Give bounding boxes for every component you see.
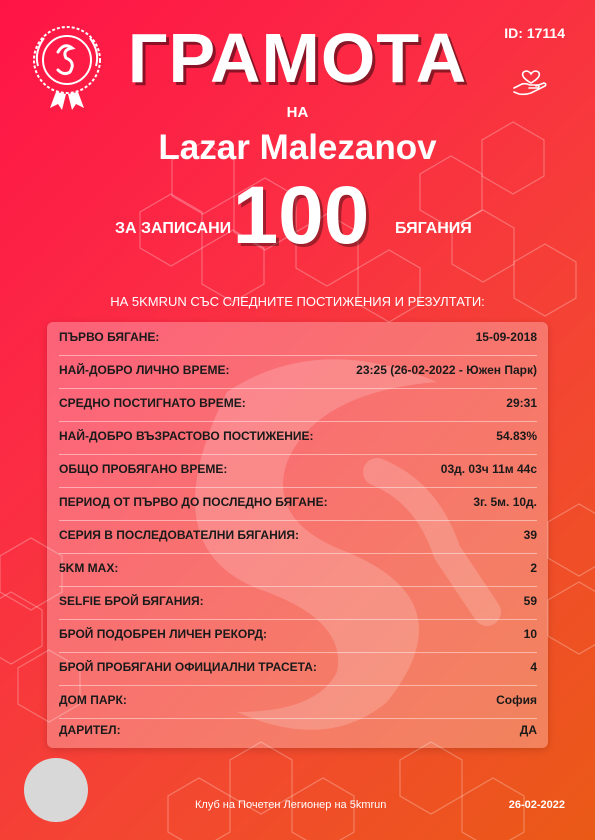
stat-row-donor: [59, 715, 537, 748]
for-label: ЗА ЗАПИСАНИ: [115, 220, 232, 237]
certificate-date: 26-02-2022: [508, 799, 565, 811]
stat-value: 29:31: [506, 396, 537, 410]
stat-label: ОБЩО ПРОБЯГАНО ВРЕМЕ:: [59, 462, 228, 476]
stat-row-period: [59, 487, 537, 521]
stat-label: СРЕДНО ПОСТИГНАТО ВРЕМЕ:: [59, 396, 246, 410]
stat-value: 23:25 (26-02-2022 - Южен Парк): [356, 363, 537, 377]
stat-row-streak: [59, 520, 537, 554]
stat-row-average-time: [59, 388, 537, 422]
stat-value: 03д. 03ч 11м 44с: [440, 462, 537, 476]
stat-value: ДА: [519, 723, 537, 737]
stat-label: ПЪРВО БЯГАНЕ:: [59, 330, 160, 344]
stat-value: 10: [523, 627, 537, 641]
stat-row-personal-best: [59, 355, 537, 389]
stat-row-total-time: [59, 454, 537, 488]
stat-value: 54.83%: [496, 429, 537, 443]
recipient-name: Lazar Malezanov: [158, 128, 437, 167]
stat-value: 3г. 5м. 10д.: [473, 495, 537, 509]
runs-label: БЯГАНИЯ: [395, 220, 472, 237]
stat-value: 4: [530, 660, 537, 674]
stats-panel: [47, 322, 548, 748]
stat-label: ДАРИТЕЛ:: [59, 723, 121, 737]
stat-value: 2: [530, 561, 537, 575]
club-footer: Клуб на Почетен Легионер на 5kmrun: [195, 799, 387, 811]
stat-label: НАЙ-ДОБРО ЛИЧНО ВРЕМЕ:: [59, 363, 230, 377]
runs-count: 100: [232, 170, 370, 261]
stat-label: БРОЙ ПОДОБРЕН ЛИЧЕН РЕКОРД:: [59, 627, 268, 641]
stat-label: SELFIE БРОЙ БЯГАНИЯ:: [59, 594, 204, 608]
stat-label: ДОМ ПАРК:: [59, 693, 127, 707]
achievements-intro: НА 5KMRUN СЪС СЛЕДНИТЕ ПОСТИЖЕНИЯ И РЕЗУЛТАТИ:: [110, 294, 485, 309]
stat-label: СЕРИЯ В ПОСЛЕДОВАТЕЛНИ БЯГАНИЯ:: [59, 528, 299, 542]
stat-row-home-park: [59, 685, 537, 719]
stat-value: 39: [523, 528, 537, 542]
stat-row-selfie-runs: [59, 586, 537, 620]
stat-row-pb-count: [59, 619, 537, 653]
stat-label: БРОЙ ПРОБЯГАНИ ОФИЦИАЛНИ ТРАСЕТА:: [59, 660, 317, 674]
stat-value: 15-09-2018: [475, 330, 537, 344]
certificate-title: ГРАМОТА: [127, 19, 468, 97]
stat-row-official-courses: [59, 652, 537, 686]
to-label: НА: [286, 104, 309, 121]
stat-row-5km-max: [59, 553, 537, 587]
stat-value: София: [496, 693, 537, 707]
stat-label: НАЙ-ДОБРО ВЪЗРАСТОВО ПОСТИЖЕНИЕ:: [59, 429, 314, 443]
stat-row-age-grade: [59, 421, 537, 455]
stat-label: 5KM MAX:: [59, 561, 119, 575]
certificate-id: ID: 17114: [504, 25, 565, 41]
stat-value: 59: [523, 594, 537, 608]
stat-row-first-run: [59, 322, 537, 356]
stat-label: ПЕРИОД ОТ ПЪРВО ДО ПОСЛЕДНО БЯГАНЕ:: [59, 495, 328, 509]
avatar-placeholder: [24, 758, 88, 822]
